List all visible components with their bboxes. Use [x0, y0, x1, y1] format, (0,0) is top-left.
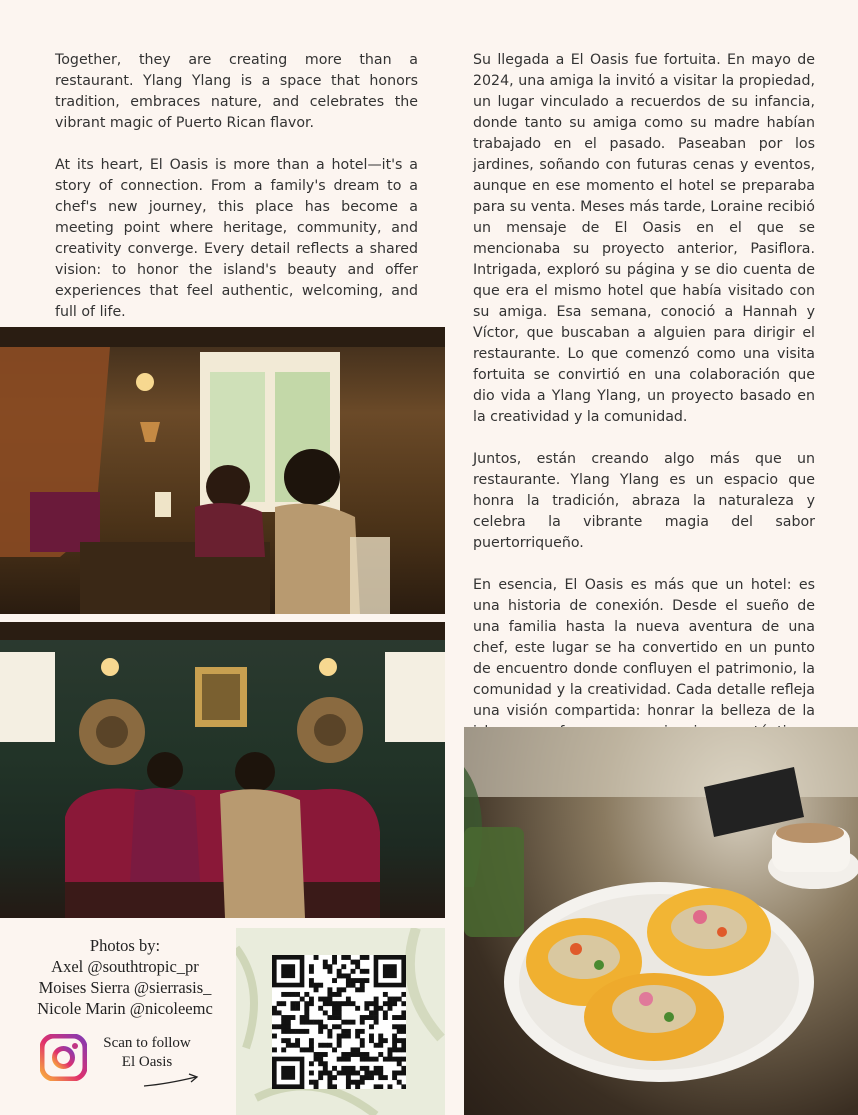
scan-caption [92, 1034, 202, 1072]
photo-credits [20, 935, 230, 1019]
credits-heading: Photos by: [89, 936, 161, 955]
credit-line: Moises Sierra @sierrasis_ [38, 978, 212, 997]
credit-line: Axel @southtropic_pr [51, 957, 199, 976]
instagram-icon[interactable] [40, 1034, 87, 1081]
paragraph: At its heart, El Oasis is more than a hotel—it's a story of connection. From a family's dream to a chef's new journey, this place has become a meeting point where heritage, community, and creativity converge. Every detail reflects a shared vision: to honor the island's beauty and offer experiences that feel authentic, welcoming, and full of life. [55, 157, 418, 320]
arrow-right-icon [142, 1070, 202, 1090]
paragraph: En esencia, El Oasis es más que un hotel: es una historia de conexión. Desde el sueño de una familia hasta la nueva aventura de una chef, este lugar se ha convertido en un punto de encuentro donde confluyen el patrimonio, la comunidad y la creatividad. Cada detalle refleja una visión compartida: honrar la belleza de la [473, 577, 815, 719]
paragraph: Together, they are creating more than a restaurant. Ylang Ylang is a space that honors tradition, embraces nature, and celebrates the vibrant magic of Puerto Rican flavor. [55, 52, 418, 131]
left-text-column [55, 50, 418, 344]
tacos-photo [464, 727, 858, 1115]
scan-line: El Oasis [121, 1054, 173, 1070]
scan-line: Scan to follow [103, 1035, 191, 1051]
credit-line: Nicole Marin @nicoleemc [37, 999, 213, 1018]
dining-room-photo [0, 327, 445, 614]
qr-code-icon[interactable] [272, 955, 406, 1089]
paragraph: Juntos, están creando algo más que un restaurante. Ylang Ylang es un espacio que honra la tradición, abraza la naturaleza y celebra la vibrante magia del sabor puertorriqueño. [473, 451, 815, 551]
lounge-photo [0, 622, 445, 918]
right-text-column [473, 50, 815, 785]
paragraph: Su llegada a El Oasis fue fortuita. En mayo de 2024, una amiga la invitó a visitar la propiedad, un lugar vinculado a recuerdos de su infancia, donde tanto su amiga como su madre habían trabajado en el pasado. Paseaban por los jardines, soñando con futuras cenas y eventos, aunque en ese momento el hotel se preparaba para su venta. Meses más tarde, Loraine recibió un mensaje de El Oasis en el que se mencionaba su proyecto anterior, Pasiflora. Intrigada, exploró su página y se dio cuenta de que era el mismo hotel que había visitado con su amiga. Esa semana, conoció a Hannah y Víctor, que buscaban a alguien para dirigir el restaurante. Lo que comenzó como una visita fortuita se convirtió en una colaboración que dio vida a Ylang Ylang, un proyecto basado en la creatividad y la comunidad. [473, 52, 815, 425]
